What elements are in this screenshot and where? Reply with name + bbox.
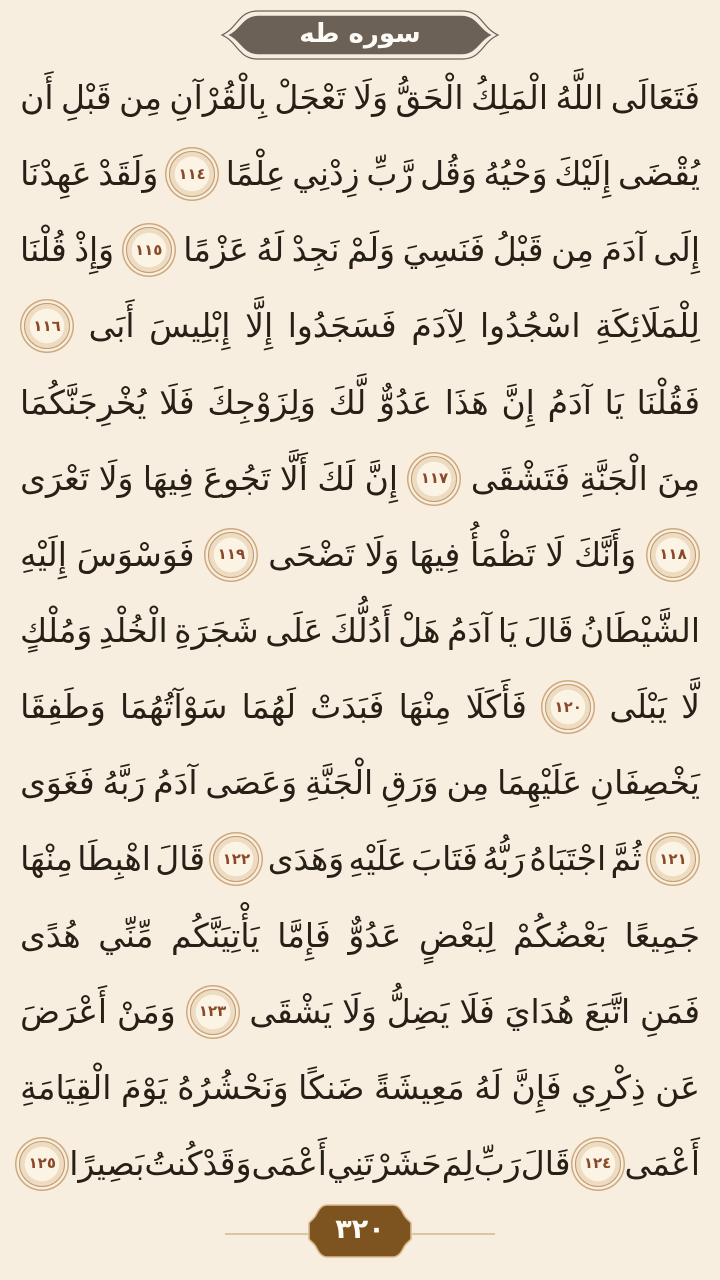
quran-word: وَلِزَوْجِكَ [207, 382, 316, 422]
quran-word: جَمِيعًا [624, 915, 700, 955]
quran-word: فَغَوَى [20, 763, 95, 803]
quran-word: قَالَ [523, 610, 574, 650]
quran-word: إِنَّ [364, 458, 399, 498]
quran-word: الْخُلْدِ [98, 610, 168, 650]
quran-word: فَلَا [459, 991, 495, 1031]
quran-word: فَلَا [159, 382, 195, 422]
quran-word: رَبَّهُ [102, 763, 146, 803]
quran-text-block [14, 74, 706, 1188]
quran-word: عِلْمًا [225, 154, 286, 194]
quran-word: أَدُلُّكَ [329, 610, 392, 650]
quran-word: وَلَمْ [347, 230, 396, 270]
quran-word: قَبْلُ [492, 230, 544, 270]
quran-word: الْجَنَّةِ [305, 763, 374, 803]
quran-word: عَلَيْهِمَا [497, 763, 583, 803]
quran-word: وَلَا [364, 534, 400, 574]
quran-word: أَعْرَضَ [20, 991, 108, 1031]
quran-word: فَإِنَّ [511, 1067, 562, 1107]
quran-word: مِنْهَا [20, 839, 73, 879]
quran-word: أَن [20, 78, 54, 117]
quran-line [14, 607, 706, 655]
quran-word: قَالَ [155, 839, 206, 879]
quran-word: هُدًى [20, 915, 81, 955]
quran-word: مِّنِّي [98, 915, 154, 955]
verse-number-rosette: ١٢٤ [575, 1141, 621, 1187]
quran-word: وَنَحْشُرُهُ [177, 1067, 289, 1107]
quran-word: فَتَشْقَى [470, 458, 571, 498]
verse-number-rosette: ١١٨ [650, 532, 696, 578]
quran-word: حَشَرْتَنِي [326, 1143, 442, 1183]
quran-word: قَالَ [520, 1143, 571, 1183]
quran-word: عَزْمًا [183, 230, 249, 270]
quran-word: فَمَنِ [640, 991, 700, 1031]
quran-word: رَّبِّ [366, 154, 414, 194]
quran-word: سَوْآتُهُمَا [119, 687, 228, 727]
verse-number-rosette: ١١٧ [411, 456, 457, 502]
quran-word: آدَمَ [601, 230, 646, 270]
quran-word: ثُمَّ [610, 839, 642, 879]
quran-word: عَدُوٌّ [379, 382, 433, 422]
quran-word: فِيهَا [142, 458, 194, 498]
quran-word: اتَّبَعَ [584, 991, 631, 1031]
quran-word: وَمُلْكٍ [20, 610, 93, 650]
quran-word: تَعْجَلْ [274, 78, 346, 117]
quran-word: وَقَدْ [202, 1143, 252, 1183]
quran-word: آدَمُ [153, 763, 198, 803]
quran-word: وَمَنْ [116, 991, 176, 1031]
quran-word: الْحَقُّ [395, 78, 464, 117]
quran-word: يَخْصِفَانِ [589, 763, 700, 803]
quran-word: لَهُ [474, 1067, 502, 1107]
quran-line [14, 150, 706, 198]
quran-word: لَهُمَا [241, 687, 297, 727]
quran-word: لِآدَمَ [411, 306, 466, 346]
quran-word: إِلَى [653, 230, 700, 270]
quran-word: الْجَنَّةِ [579, 458, 648, 498]
quran-word: فَوَسْوَسَ [76, 534, 195, 574]
quran-word: يَا [497, 610, 518, 650]
quran-word: فَإِمَّا [277, 915, 331, 955]
quran-word: إِلَيْكَ [554, 154, 612, 194]
quran-word: بَعْضُكُمْ [513, 915, 607, 955]
quran-word: عَدُوٌّ [348, 915, 402, 955]
quran-line [14, 455, 706, 503]
quran-word: مِنْهَا [398, 687, 452, 727]
quran-word: وَطَفِقَا [20, 687, 106, 727]
quran-word: عَلَى [265, 610, 324, 650]
quran-word: يَشْقَى [249, 991, 333, 1031]
quran-word: أَبَى [88, 306, 135, 346]
quran-line [14, 531, 706, 579]
quran-line [14, 74, 706, 122]
quran-word: الْمَلِكُ [470, 78, 548, 117]
verse-number-rosette: ١٢٢ [213, 836, 259, 882]
quran-word: وَلَا [353, 78, 389, 117]
quran-word: إِلَيْهِ [20, 534, 67, 574]
quran-word: لَهُ [256, 230, 285, 270]
quran-word: إِنَّ [501, 382, 535, 422]
quran-word: آدَمُ [447, 610, 492, 650]
quran-word: يَأْتِيَنَّكُم [171, 915, 260, 955]
quran-word: عَهِدْنَا [20, 154, 92, 194]
quran-word: الشَّيْطَانُ [580, 610, 700, 650]
quran-word: وَقُل [420, 154, 477, 194]
quran-word: فَأَكَلَا [465, 687, 527, 727]
quran-line [14, 988, 706, 1036]
quran-word: مِن [551, 230, 594, 270]
verse-number-rosette: ١٢٥ [19, 1141, 65, 1187]
quran-word: إِبْلِيسَ [149, 306, 231, 346]
quran-word: تَجُوعَ [203, 458, 271, 498]
verse-number-rosette: ١١٥ [126, 227, 172, 273]
quran-word: وَلَا [98, 458, 134, 498]
quran-word: كُنتُ [144, 1143, 203, 1183]
quran-word: مِن [119, 78, 162, 117]
quran-word: نَجِدْ [291, 230, 340, 270]
quran-word: لِبَعْضٍ [419, 915, 496, 955]
quran-word: هَلْ [398, 610, 441, 650]
quran-word: رَبِّ [473, 1143, 521, 1183]
quran-line [14, 912, 706, 960]
quran-word: وَإِذْ [74, 230, 115, 270]
quran-word: اجْتَبَاهُ [529, 839, 607, 879]
quran-line [14, 1064, 706, 1112]
verse-number-rosette: ١١٩ [208, 532, 254, 578]
quran-word: يَضِلُّ [386, 991, 450, 1031]
verse-number-rosette: ١٢٣ [190, 989, 236, 1035]
quran-word: لَا [545, 534, 565, 574]
quran-word: قَبْلِ [60, 78, 112, 117]
quran-word: أَلَّا [279, 458, 308, 498]
quran-word: هُدَايَ [504, 991, 575, 1031]
quran-word: وَهَدَى [267, 839, 345, 879]
quran-line [14, 226, 706, 274]
quran-word: قُلْنَا [20, 230, 67, 270]
quran-word: ذِكْرِي [571, 1067, 646, 1107]
quran-word: وَعَصَى [205, 763, 298, 803]
quran-line [14, 759, 706, 807]
quran-word: اسْجُدُوا [479, 306, 581, 346]
quran-word: الْقِيَامَةِ [20, 1067, 112, 1107]
verse-number-rosette: ١١٤ [169, 151, 215, 197]
quran-word: فَنَسِيَ [402, 230, 486, 270]
quran-line [14, 302, 706, 350]
quran-word: اللَّهُ [555, 78, 604, 117]
verse-number-rosette: ١١٦ [24, 303, 70, 349]
quran-word: تَضْحَى [268, 534, 355, 574]
surah-title: سوره طه [299, 18, 421, 49]
quran-word: فَقُلْنَا [636, 382, 700, 422]
verse-number-rosette: ١٢٠ [545, 684, 591, 730]
quran-word: مَعِيشَةً [373, 1067, 465, 1107]
page-footer [0, 1200, 720, 1266]
quran-word: وَرَقِ [381, 763, 439, 803]
quran-word: عَلَيْهِ [348, 839, 407, 879]
quran-line [14, 1140, 706, 1188]
page-number-badge [308, 1200, 412, 1262]
quran-word: آدَمُ [547, 382, 592, 422]
quran-word: عَن [655, 1067, 700, 1107]
quran-word: لِمَ [441, 1143, 474, 1183]
quran-word: فَتَابَ [411, 839, 478, 879]
quran-word: هَذَا [444, 382, 489, 422]
quran-word: أَعْمَى [251, 1143, 327, 1183]
quran-word: وَأَنَّكَ [574, 534, 637, 574]
quran-word: لِلْمَلَائِكَةِ [595, 306, 700, 346]
quran-word: يَوْمَ [120, 1067, 168, 1107]
quran-word: يُخْرِجَنَّكُمَا [20, 382, 147, 422]
quran-word: تَعْرَى [20, 458, 90, 498]
quran-word: وَحْيُهُ [483, 154, 548, 194]
quran-word: بِالْقُرْآنِ [169, 78, 267, 117]
quran-word: تَظْمَأُ [470, 534, 536, 574]
quran-word: لَّكَ [328, 382, 367, 422]
surah-title-banner [220, 8, 500, 62]
quran-line [14, 379, 706, 427]
quran-line [14, 683, 706, 731]
quran-word: مِن [446, 763, 490, 803]
quran-word: لَكَ [317, 458, 356, 498]
quran-word: بَصِيرًا [69, 1143, 145, 1183]
quran-word: شَجَرَةِ [174, 610, 259, 650]
quran-word: فَبَدَتْ [310, 687, 385, 727]
quran-word: فِيهَا [409, 534, 461, 574]
quran-line [14, 835, 706, 883]
quran-word: وَلَقَدْ [98, 154, 159, 194]
quran-word: رَبُّهُ [482, 839, 526, 879]
quran-word: اهْبِطَا [77, 839, 151, 879]
quran-word: يَبْلَى [609, 687, 667, 727]
quran-word: يَا [604, 382, 624, 422]
quran-word: فَتَعَالَى [610, 78, 700, 117]
quran-word: فَسَجَدُوا [287, 306, 397, 346]
quran-word: إِلَّا [245, 306, 274, 346]
page-number: ٣٢٠ [335, 1213, 385, 1245]
verse-number-rosette: ١٢١ [650, 836, 696, 882]
quran-word: لَّا [681, 687, 700, 727]
quran-word: زِدْنِي [292, 154, 360, 194]
quran-word: أَعْمَى [624, 1143, 700, 1183]
quran-word: يُقْضَى [617, 154, 700, 194]
quran-word: ضَنكًا [298, 1067, 365, 1107]
quran-word: وَلَا [342, 991, 377, 1031]
quran-word: مِنَ [657, 458, 700, 498]
